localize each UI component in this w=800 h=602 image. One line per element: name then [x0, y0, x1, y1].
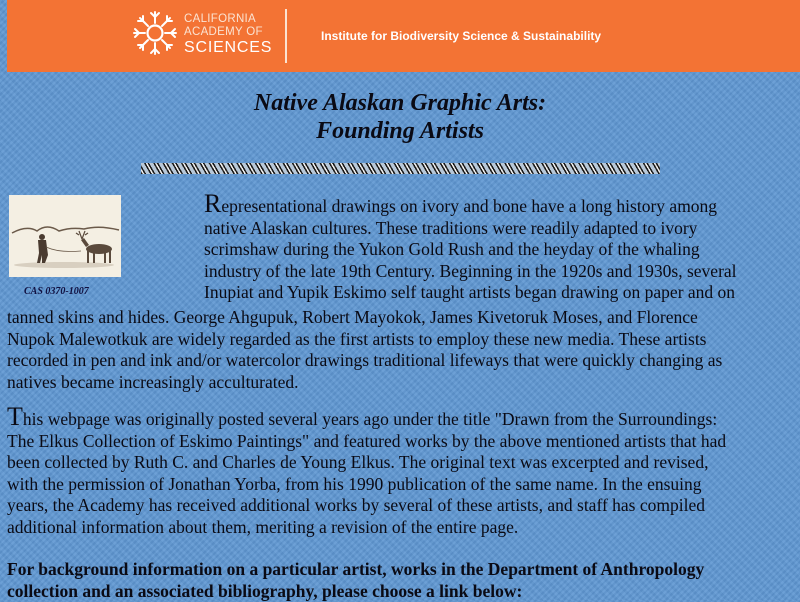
intro-line-1	[204, 193, 794, 218]
history-line-4: with the permission of Jonathan Yorba, from his 1990 publication of the same name. In the ensuing	[7, 474, 797, 496]
history-paragraph	[7, 406, 797, 538]
text-span: his webpage was originally posted several years ago under the title "Drawn from the Surroundings:	[23, 409, 717, 429]
history-line-1	[7, 406, 797, 431]
intro-line-2: native Alaskan cultures. These traditions were readily adapted to ivory	[204, 218, 794, 240]
academy-sun-logo-icon[interactable]	[131, 9, 179, 57]
links-intro-line-2: collection and an associated bibliography, please choose a link below:	[7, 581, 797, 602]
intro-line-7: Nupok Malewotkuk are widely regarded as the first artists to employ these new media. These artists	[7, 329, 797, 351]
institute-name[interactable]: Institute for Biodiversity Science & Sustainability	[321, 29, 601, 43]
dropcap: T	[7, 402, 23, 431]
intro-line-8: recorded in pen and ink and/or watercolor drawings traditional lifeways that were quickly changing as	[7, 350, 797, 372]
image-caption: CAS 0370-1007	[24, 286, 89, 297]
history-line-5: years, the Academy has received additional works by several of these artists, and staff has compiled	[7, 495, 797, 517]
title-line-2: Founding Artists	[0, 117, 800, 145]
intro-line-4: industry of the late 19th Century. Beginning in the 1920s and 1930s, several	[204, 261, 794, 283]
links-intro-paragraph	[7, 559, 797, 602]
text-span: epresentational drawings on ivory and bone have a long history among	[221, 196, 717, 216]
intro-line-9: natives became increasingly acculturated.	[7, 372, 797, 394]
links-intro-line-1: For background information on a particular artist, works in the Department of Anthropology	[7, 559, 797, 581]
intro-line-6: tanned skins and hides. George Ahgupuk, Robert Mayokok, James Kivetoruk Moses, and Florence	[7, 307, 797, 329]
logo-line-1: CALIFORNIA	[184, 13, 272, 26]
intro-paragraph	[204, 193, 794, 304]
intro-paragraph-continued	[7, 307, 797, 393]
logo-line-2: ACADEMY OF	[184, 26, 272, 39]
decorative-divider	[141, 163, 660, 174]
intro-line-3: scrimshaw during the Yukon Gold Rush and the heyday of the whaling	[204, 239, 794, 261]
title-line-1: Native Alaskan Graphic Arts:	[0, 89, 800, 117]
history-line-6: additional information about them, meriting a revision of the entire page.	[7, 517, 797, 539]
logo-line-3: SCIENCES	[184, 39, 272, 57]
header-divider	[285, 9, 287, 63]
page-title	[0, 89, 800, 145]
history-line-2: The Elkus Collection of Eskimo Paintings" and featured works by the above mentioned artists that had	[7, 431, 797, 453]
history-line-3: been collected by Ruth C. and Charles de Young Elkus. The original text was excerpted and revised,	[7, 452, 797, 474]
intro-line-5: Inupiat and Yupik Eskimo self taught artists began drawing on paper and on	[204, 282, 794, 304]
academy-logo-text[interactable]	[184, 13, 272, 57]
header-bar	[7, 0, 800, 72]
artwork-thumbnail-image[interactable]	[9, 195, 121, 277]
dropcap: R	[204, 189, 221, 218]
